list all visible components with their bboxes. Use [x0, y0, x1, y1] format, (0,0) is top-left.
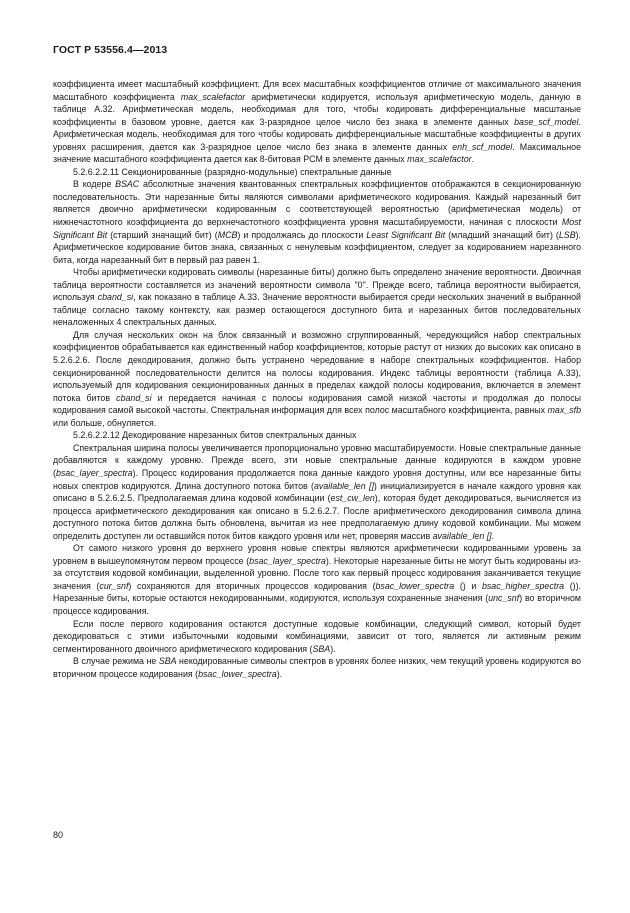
- page-number: 80: [53, 830, 64, 840]
- italic-term: bsac_layer_spectra: [55, 467, 133, 478]
- text-run: .: [471, 154, 475, 165]
- italic-term: bsac_lower_spectra: [375, 580, 455, 591]
- italic-term: LSB: [558, 229, 576, 240]
- text-run: .: [491, 530, 495, 541]
- paragraph: [53, 655, 581, 680]
- italic-term: SBA: [312, 643, 331, 654]
- italic-term: base_scf_model: [514, 116, 579, 127]
- italic-term: bsac_layer_spectra: [249, 555, 326, 566]
- italic-term: Least Significant Bit: [366, 229, 446, 240]
- text-run: ).: [330, 643, 336, 654]
- italic-term: cband_si: [97, 292, 134, 303]
- text-run: и передается начиная с полосы кодирования самой низкой частоты и продолжая до полосы кодирования самой высокой частоты. Спектральная информация для всех полос масштабного коэффициента, равных: [53, 392, 581, 416]
- italic-term: bsac_higher_spectra: [481, 580, 565, 591]
- text-run: или больше, обнуляется.: [53, 417, 157, 428]
- italic-term: available_len []: [432, 530, 492, 541]
- paragraph: [53, 542, 581, 617]
- text-run: Спектральная ширина полосы увеличивается пропорционально уровню масштабируемости. Новые спектральные данные добавляются к каждому уровню. Прежде всего, эти новые спектральные данные кодируются в каждом уровне (: [53, 442, 581, 478]
- italic-term: max_sfb: [547, 405, 581, 416]
- text-run: . Арифметическая модель, необходимая для того чтобы кодировать дифференциальные масштабные коэффициенты в других уровнях расширения, дается как 3-разрядное целое число без знака в элементе данных: [53, 116, 581, 152]
- italic-term: est_cw_len: [330, 493, 375, 504]
- paragraph: [53, 618, 581, 656]
- paragraph: [53, 166, 581, 179]
- italic-term: available_len []: [314, 480, 374, 491]
- text-run: (старший значащий бит) (: [107, 229, 218, 240]
- text-run: арифметически кодируется, используя арифметическую модель, данную в таблице А.32. Арифметическая модель, необходимая для того, чтобы кодировать дифференциальные масштаные коэффициенты в базовом уровне, дается как 3-разрядное целое число без знака в элементе данных: [53, 91, 581, 127]
- paragraph: [53, 78, 581, 166]
- text-run: В случае режима не: [73, 656, 159, 667]
- text-run: ) во вторичном процессе кодирования.: [53, 593, 581, 616]
- italic-term: BSAC: [115, 179, 140, 190]
- text-run: абсолютные значения квантованных спектральных коэффициентов отображаются в секционированную последовательность. Эти нарезанные биты являются символами арифметического кодирования. Каждый нарезанный бит является двоично арифметически кодированным с соответствующей вероятностью (арифметическая модель) от нижнечастотного коэффициента до верхнечастотного коэффициента уровня масштабируемости, начиная с плоскости: [53, 179, 581, 228]
- standard-header: ГОСТ Р 53556.4—2013: [53, 44, 168, 56]
- text-run: ).: [276, 668, 283, 679]
- text-run: ), которая будет декодироваться, вычисляется из процесса арифметического декодирования как описано в 5.2.6.2.7. После арифметического декодирования символа длина доступного потока битов должна быть обновлена, вычитая из нее предполагаемую длину кодовой комбинации. Мы можем определить доступен ли оставшийся поток битов каждого уровня или нет, проверяя массив: [53, 493, 581, 541]
- paragraph: [53, 266, 581, 329]
- text-run: ) сохраняются для вторичных процессов кодирования (: [128, 580, 376, 591]
- text-run: 5.2.6.2.2.12 Декодирование нарезанных битов спектральных данных: [73, 430, 357, 441]
- italic-term: enh_scf_model: [452, 141, 513, 152]
- text-run: . Максимальное значение масштабного коэффициента дается как 8-битовая PCM в элементе данных: [53, 141, 582, 165]
- italic-term: unc_snf: [488, 593, 520, 604]
- italic-term: max_scalefactor: [180, 91, 246, 102]
- text-run: коэффициента имеет масштабный коэффициент. Для всех масштабных коэффициентов отличие от максимального значения масштабного коэффициента: [53, 79, 581, 102]
- text-run: (младший значащий бит) (: [445, 229, 559, 240]
- text-run: От самого низкого уровня до верхнего уровня новые спектры являются арифметически кодированными уровень за уровнем в вышеупомянутом первом процессе (: [53, 543, 581, 566]
- text-run: 5.2.6.2.2.11 Секционированные (разрядно-модульные) спектральные данные: [73, 166, 392, 177]
- italic-term: max_scalefactor: [407, 154, 472, 165]
- text-run: Для случая нескольких окон на блок связанный и возможно сгруппированный, чередующийся набор спектральных коэффициентов обрабатывается как единственный набор коэффициентов, которые растут от низких до высоких как описано в 5.2.6.2.6. После декодирования, должно быть устранено чередование в наборе спектральных коэффициентов. Набор секционированной последовательности делится на полосы кодирования. Индекс таблицы вероятности (таблица А.33), используемый для кодирования секционированных данных в пределах каждой полосы кодирования, включается в элемент потока битов: [53, 329, 581, 403]
- paragraph: [53, 329, 581, 429]
- paragraph: [53, 178, 581, 266]
- text-run: Если после первого кодирования остаются доступные кодовые комбинации, следующий символ, который будет декодироваться с этими избыточными кодовыми комбинациями, зависит от того, является ли активным режим сегментированного двоичного арифметического кодирования (: [53, 618, 581, 654]
- text-run: ). Процесс кодирования продолжается пока данные каждого уровня доступны, или все нарезанные биты новых спектров кодируются. Длина доступного потока битов (: [53, 467, 581, 491]
- paragraph: [53, 429, 581, 442]
- text-run: ) и продолжаясь до плоскости: [237, 229, 367, 240]
- text-run: некодированные символы спектров в уровнях более низких, чем текущий уровень кодируются во вторичном процессе кодирования (: [53, 656, 581, 679]
- text-run: В кодере: [73, 179, 116, 190]
- text-run: Чтобы арифметически кодировать символы (нарезанные биты) должно быть определено значение вероятности. Двоичная таблица вероятности составляется из значений вероятности символа "0". Прежде всего, таблица вероятности выбирается, используя: [53, 267, 581, 303]
- italic-term: SBA: [158, 656, 177, 667]
- italic-term: cband_si: [116, 392, 152, 403]
- text-run: ). Некоторые нарезанные биты не могут быть кодированы из-за отсутствия кодовой комбинации, выделенной уровню. После того как первый процесс кодирования заканчивается текущие значения (: [53, 555, 581, 591]
- text-run: ). Арифметическое кодирование битов знака, связанных с ненулевым коэффициентом, следует за кодированием нарезанного бита, когда нарезанный бит в первый раз равен 1.: [53, 229, 581, 265]
- text-run: , как показано в таблице А.33. Значение вероятности выбирается среди нескольких значений в выбранной таблице согласно такому контексту, как размер остающегося доступного бита и нарезанных битов последовательных неналоженных 4 спектральных данных.: [53, 292, 581, 328]
- text-run: () и: [454, 580, 482, 591]
- paragraph: [53, 442, 581, 542]
- text-run: ) инициализируется в начале каждого уровня как описано в 5.2.6.2.5. Предполагаемая длина кодовой комбинации (: [53, 480, 581, 504]
- italic-term: bsac_lower_spectra: [198, 668, 277, 679]
- italic-term: Most Significant Bit: [53, 217, 581, 240]
- text-run: ()). Нарезанные биты, которые остаются некодированными, кодируются, используя сохраненные значения (: [53, 580, 582, 604]
- italic-term: cur_snf: [99, 580, 129, 591]
- italic-term: MCB: [217, 229, 238, 240]
- document-body: [53, 78, 581, 680]
